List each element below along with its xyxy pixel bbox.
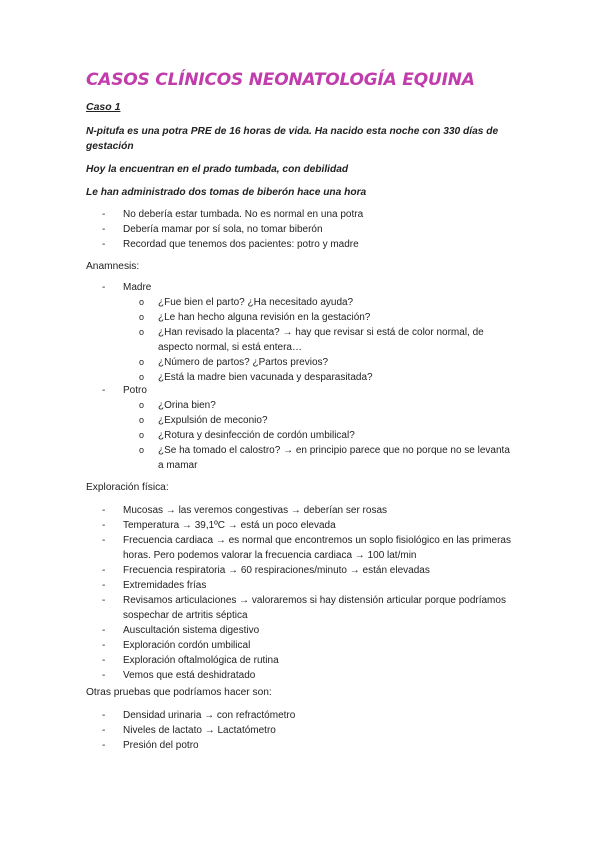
list-item: o ¿Número de partos? ¿Partos previos?	[139, 357, 329, 368]
list-item: - Exploración cordón umbilical	[102, 640, 251, 651]
list-item: - Vemos que está deshidratado	[102, 670, 256, 681]
list-item: o ¿Rotura y desinfección de cordón umbilical?	[139, 430, 355, 441]
bullet-marker: o	[139, 327, 145, 337]
list-item: o ¿Expulsión de meconio?	[139, 415, 268, 426]
list-item: - Revisamos articulaciones → valoraremos si hay distensión articular porque podríamos sospechar de artritis séptica	[102, 595, 506, 621]
bullet-marker: o	[139, 312, 145, 322]
list-item: - Mucosas → las veremos congestivas → deberían ser rosas	[102, 505, 387, 516]
intro-paragraph-2: Hoy la encuentran en el prado tumbada, con debilidad	[86, 164, 349, 175]
anamnesis-potro-list	[86, 383, 516, 398]
list-item-madre: - Madre	[102, 282, 152, 293]
bullet-marker: o	[139, 372, 145, 382]
bullet-marker: o	[139, 445, 145, 455]
dash-marker: -	[102, 595, 106, 606]
list-item: o ¿Le han hecho alguna revisión en la gestación?	[139, 312, 371, 323]
dash-marker: -	[102, 520, 106, 531]
list-item: - Densidad urinaria → con refractómetro	[102, 710, 296, 721]
anamnesis-madre-list	[86, 280, 516, 295]
dash-marker: -	[102, 580, 106, 591]
intro-list	[86, 207, 516, 252]
list-item: - Niveles de lactato → Lactatómetro	[102, 725, 276, 736]
dash-marker: -	[102, 505, 106, 516]
bullet-marker: o	[139, 430, 145, 440]
bullet-marker: o	[139, 357, 145, 367]
list-item: - Auscultación sistema digestivo	[102, 625, 260, 636]
list-item: o ¿Orina bien?	[139, 400, 216, 411]
pruebas-heading: Otras pruebas que podríamos hacer son:	[86, 687, 272, 698]
list-item: - Recordad que tenemos dos pacientes: potro y madre	[102, 239, 359, 250]
list-item: - Exploración oftalmológica de rutina	[102, 655, 279, 666]
case-label: Caso 1	[86, 101, 121, 113]
dash-marker: -	[102, 655, 106, 666]
list-item: - Temperatura → 39,1ºC → está un poco elevada	[102, 520, 336, 531]
dash-marker: -	[102, 710, 106, 721]
intro-paragraph-3: Le han administrado dos tomas de biberón hace una hora	[86, 187, 367, 198]
list-item: - Debería mamar por sí sola, no tomar biberón	[102, 224, 323, 235]
list-item: - No debería estar tumbada. No es normal en una potra	[102, 209, 364, 220]
list-item-potro: - Potro	[102, 385, 147, 396]
dash-marker: -	[102, 385, 106, 396]
list-item: - Presión del potro	[102, 740, 199, 751]
intro-paragraph-1: N-pitufa es una potra PRE de 16 horas de vida. Ha nacido esta noche con 330 días de gestación	[86, 126, 499, 152]
pruebas-list	[86, 708, 516, 753]
dash-marker: -	[102, 282, 106, 293]
list-item: - Frecuencia cardiaca → es normal que encontremos un soplo fisiológico en las primeras horas. Pero podemos valorar la frecuencia cardiaca → 100 lat/min	[102, 535, 511, 561]
list-item: o ¿Está la madre bien vacunada y desparasitada?	[139, 372, 373, 383]
dash-marker: -	[102, 640, 106, 651]
dash-marker: -	[102, 625, 106, 636]
dash-marker: -	[102, 725, 106, 736]
dash-marker: -	[102, 224, 106, 235]
anamnesis-heading: Anamnesis:	[86, 261, 140, 272]
dash-marker: -	[102, 209, 106, 220]
exploracion-list	[86, 503, 516, 683]
madre-sublist	[86, 295, 518, 385]
document-title: CASOS CLÍNICOS NEONATOLOGÍA EQUINA	[86, 70, 475, 90]
exploracion-heading: Exploración física:	[86, 482, 169, 493]
potro-sublist	[86, 398, 518, 473]
bullet-marker: o	[139, 415, 145, 425]
dash-marker: -	[102, 239, 106, 250]
dash-marker: -	[102, 740, 106, 751]
list-item: - Frecuencia respiratoria → 60 respiraciones/minuto → están elevadas	[102, 565, 430, 576]
dash-marker: -	[102, 565, 106, 576]
bullet-marker: o	[139, 297, 145, 307]
list-item: o ¿Fue bien el parto? ¿Ha necesitado ayuda?	[139, 297, 354, 308]
dash-marker: -	[102, 535, 106, 546]
bullet-marker: o	[139, 400, 145, 410]
list-item: o ¿Han revisado la placenta? → hay que revisar si está de color normal, de aspecto normal, si está entera…	[139, 327, 484, 353]
dash-marker: -	[102, 670, 106, 681]
list-item: - Extremidades frías	[102, 580, 207, 591]
list-item: o ¿Se ha tomado el calostro? → en principio parece que no porque no se levanta a mamar	[139, 445, 510, 471]
